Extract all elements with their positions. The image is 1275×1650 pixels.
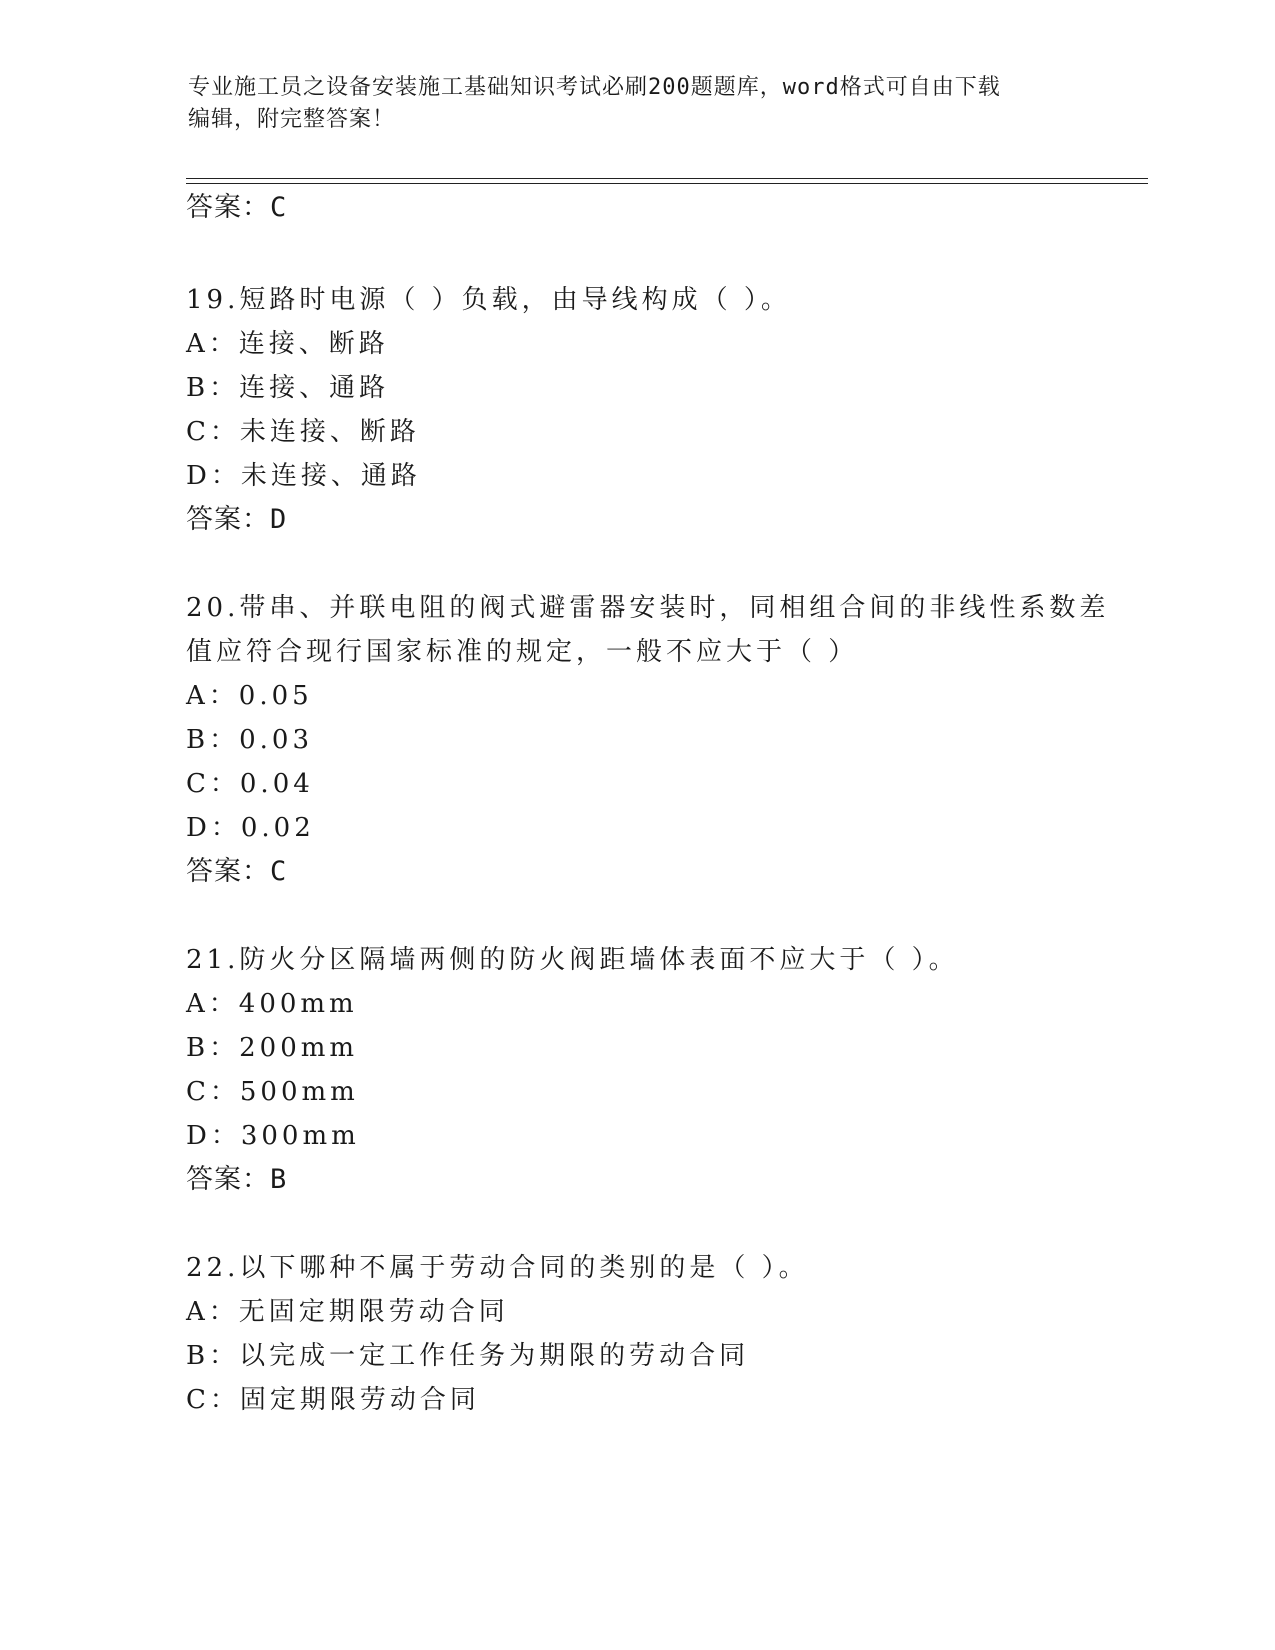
q21-option-d: D：300mm xyxy=(186,1121,360,1151)
q22-stem: 22.以下哪种不属于劳动合同的类别的是（ ）。 xyxy=(186,1253,809,1283)
q20-option-b: B：0.03 xyxy=(186,725,313,755)
header-divider-top xyxy=(186,178,1148,179)
q20-stem-line-2: 值应符合现行国家标准的规定，一般不应大于（ ） xyxy=(186,637,859,667)
q20-option-a: A：0.05 xyxy=(186,681,313,711)
q19-option-c: C：未连接、断路 xyxy=(186,417,420,447)
q19-option-d: D：未连接、通路 xyxy=(186,461,421,491)
q22-option-c: C：固定期限劳动合同 xyxy=(186,1385,480,1415)
q22-option-a: A：无固定期限劳动合同 xyxy=(186,1297,509,1327)
q20-stem-line-1: 20.带串、并联电阻的阀式避雷器安装时，同相组合间的非线性系数差 xyxy=(186,593,1110,623)
q21-option-b: B：200mm xyxy=(186,1033,359,1063)
header-divider-bottom xyxy=(186,183,1148,184)
q19-option-b: B：连接、通路 xyxy=(186,373,390,403)
q19-stem: 19.短路时电源（ ）负载，由导线构成（ ）。 xyxy=(186,285,791,315)
q20-answer: 答案：C xyxy=(186,856,288,887)
q19-option-a: A：连接、断路 xyxy=(186,329,389,359)
q19-answer: 答案：D xyxy=(186,504,288,535)
q20-option-c: C：0.04 xyxy=(186,769,314,799)
page-header xyxy=(188,72,1088,136)
q21-option-a: A：400mm xyxy=(186,989,358,1019)
q21-answer: 答案：B xyxy=(186,1164,288,1195)
q21-option-c: C：500mm xyxy=(186,1077,359,1107)
q21-stem: 21.防火分区隔墙两侧的防火阀距墙体表面不应大于（ ）。 xyxy=(186,945,959,975)
header-line-1: 专业施工员之设备安装施工基础知识考试必刷200题题库，word格式可自由下载 xyxy=(188,75,1001,100)
answer-prev: 答案：C xyxy=(186,192,288,223)
header-line-2: 编辑，附完整答案！ xyxy=(188,107,396,132)
q20-option-d: D：0.02 xyxy=(186,813,315,843)
q22-option-b: B：以完成一定工作任务为期限的劳动合同 xyxy=(186,1341,750,1371)
